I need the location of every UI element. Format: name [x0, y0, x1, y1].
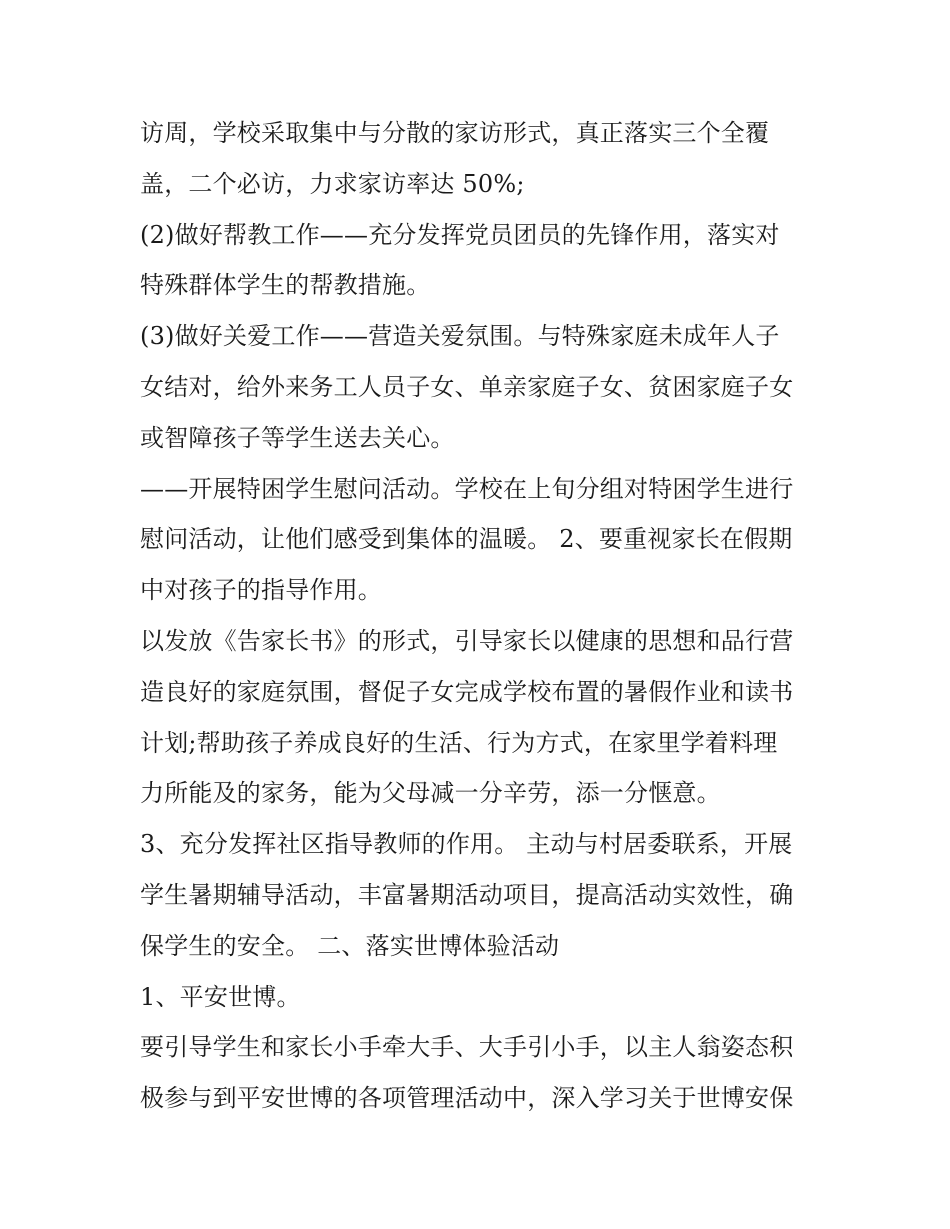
- text-line: 计划;帮助孩子养成良好的生活、行为方式，在家里学着料理: [140, 728, 778, 757]
- text-line: 学生暑期辅导活动，丰富暑期活动项目，提高活动实效性，确: [140, 880, 794, 909]
- text-line: 要引导学生和家长小手牵大手、大手引小手，以主人翁姿态积: [140, 1033, 794, 1062]
- text-line: 慰问活动，让他们感受到集体的温暖。 2、要重视家长在假期: [140, 525, 793, 554]
- text-line: 3、充分发挥社区指导教师的作用。 主动与村居委联系，开展: [140, 830, 793, 859]
- text-line: 以发放《告家长书》的形式，引导家长以健康的思想和品行营: [140, 626, 794, 655]
- text-line: 女结对，给外来务工人员子女、单亲家庭子女、贫困家庭子女: [140, 372, 794, 401]
- text-line: 盖，二个必访，力求家访率达 50%;: [140, 169, 525, 198]
- text-line: (3)做好关爱工作——营造关爱氛围。与特殊家庭未成年人子: [140, 322, 780, 351]
- text-line: 1、平安世博。: [140, 982, 301, 1011]
- text-line: 或智障孩子等学生送去关心。: [140, 423, 455, 452]
- text-line: 力所能及的家务，能为父母减一分辛劳，添一分惬意。: [140, 779, 721, 808]
- text-line: 访周，学校采取集中与分散的家访形式，真正落实三个全覆: [140, 119, 770, 147]
- document-body: [140, 108, 820, 1124]
- text-line: 中对孩子的指导作用。: [140, 576, 382, 605]
- text-line: 保学生的安全。 二、落实世博体验活动: [140, 931, 560, 960]
- text-line: ——开展特困学生慰问活动。学校在上旬分组对特困学生进行: [140, 474, 794, 503]
- text-line: 极参与到平安世博的各项管理活动中，深入学习关于世博安保: [140, 1084, 794, 1113]
- text-line: 特殊群体学生的帮教措施。: [140, 271, 431, 300]
- text-line: 造良好的家庭氛围，督促子女完成学校布置的暑假作业和读书: [140, 677, 794, 706]
- text-line: (2)做好帮教工作——充分发挥党员团员的先锋作用，落实对: [140, 220, 780, 249]
